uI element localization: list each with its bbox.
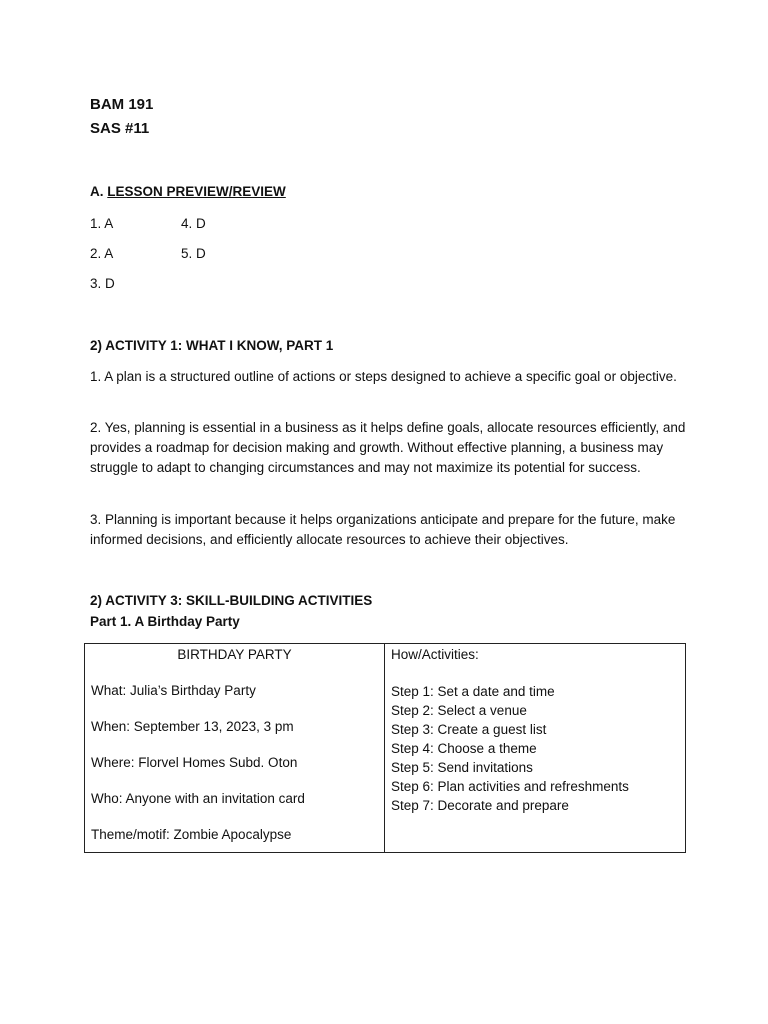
- activity-1-answer-1: 1. A plan is a structured outline of actions or steps designed to achieve a specific goal or objective.: [90, 369, 677, 384]
- answer-4: 4. D: [181, 216, 206, 231]
- birthday-party-table: [84, 643, 686, 853]
- section-a-title: LESSON PREVIEW/REVIEW: [107, 184, 286, 199]
- activity-1-answer-2: 2. Yes, planning is essential in a business as it helps define goals, allocate resources efficiently, and provides a roadmap for decision making and growth. Without effective planning, a business may struggle to adapt to changing circumstances and may not maximize its potential for success.: [90, 420, 686, 475]
- sas-number: SAS #11: [90, 120, 150, 137]
- list-item: Step 4: Choose a theme: [391, 741, 537, 756]
- activity-3-subtitle: Part 1. A Birthday Party: [90, 614, 240, 629]
- party-activities-title: How/Activities:: [391, 647, 479, 662]
- list-item: Step 7: Decorate and prepare: [391, 798, 569, 813]
- list-item: Step 1: Set a date and time: [391, 684, 555, 699]
- list-item: Step 5: Send invitations: [391, 760, 533, 775]
- section-a-prefix: A.: [90, 184, 108, 199]
- answer-5: 5. D: [181, 246, 206, 261]
- section-a-heading: [90, 182, 286, 202]
- party-theme: Theme/motif: Zombie Apocalypse: [91, 827, 292, 842]
- party-when: When: September 13, 2023, 3 pm: [91, 719, 294, 734]
- activity-1-answer-3: 3. Planning is important because it helps organizations anticipate and prepare for the future, make informed decisions, and efficiently allocate resources to achieve their objectives.: [90, 512, 676, 547]
- answer-2: 2. A: [90, 246, 114, 261]
- party-activities-cell: [385, 644, 686, 853]
- party-where: Where: Florvel Homes Subd. Oton: [91, 755, 298, 770]
- party-details-cell: [85, 644, 385, 853]
- list-item: Step 3: Create a guest list: [391, 722, 547, 737]
- list-item: Step 2: Select a venue: [391, 703, 527, 718]
- party-what: What: Julia’s Birthday Party: [91, 683, 256, 698]
- party-details-title: BIRTHDAY PARTY: [177, 647, 292, 662]
- activity-3-heading: 2) ACTIVITY 3: SKILL-BUILDING ACTIVITIES: [90, 593, 373, 608]
- answer-1: 1. A: [90, 216, 114, 231]
- party-who: Who: Anyone with an invitation card: [91, 791, 305, 806]
- course-code: BAM 191: [90, 96, 154, 113]
- answer-3: 3. D: [90, 276, 115, 291]
- list-item: Step 6: Plan activities and refreshments: [391, 779, 629, 794]
- activity-1-heading: 2) ACTIVITY 1: WHAT I KNOW, PART 1: [90, 338, 334, 353]
